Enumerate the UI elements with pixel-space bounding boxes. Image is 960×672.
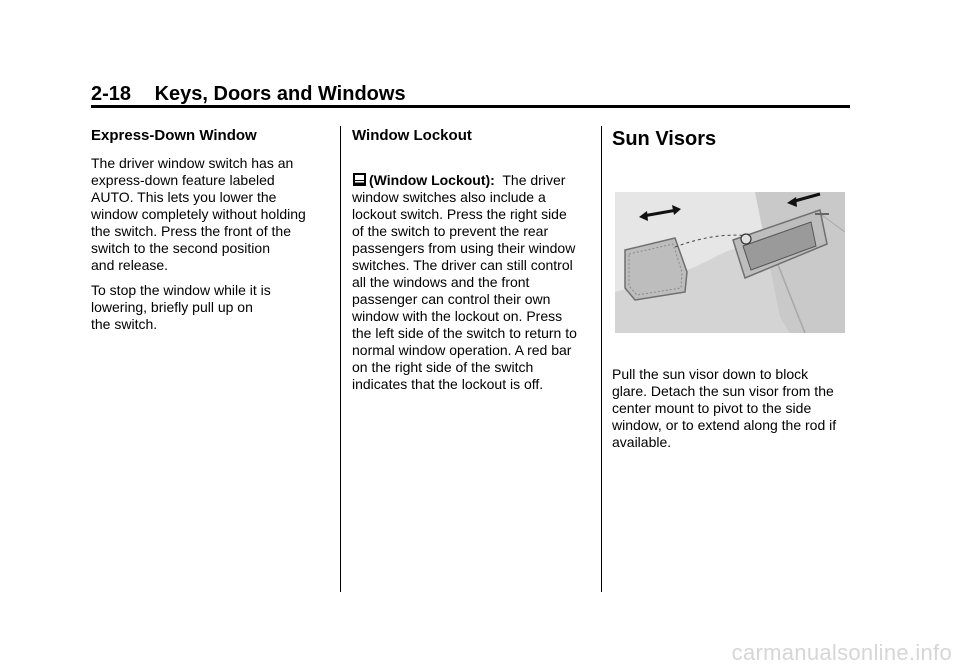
window-lockout-label-tail: The driver [494,172,566,188]
page-header [91,82,406,106]
header-rule [91,105,850,108]
watermark: carmanualsonline.info [731,640,952,665]
express-down-heading: Express-Down Window [91,127,257,144]
column-divider [340,126,341,592]
page-number: 2-18 [91,83,132,105]
detached-visor-shape [625,238,687,300]
section-title: Keys, Doors and Windows [154,83,406,105]
window-lockout-heading: Window Lockout [352,127,472,144]
window-lockout-icon [352,172,367,187]
express-down-section [91,126,331,341]
sun-visors-heading: Sun Visors [612,128,717,150]
window-lockout-label: (Window Lockout): [369,172,495,188]
sun-visors-section [612,126,854,450]
express-down-paragraph-2: To stop the window while it is lowering, briefly pull up on the switch. [91,282,271,332]
sun-visor-illustration [615,192,845,333]
window-lockout-paragraph [352,155,592,189]
column-divider [601,126,602,592]
express-down-paragraph-1: The driver window switch has an express-down feature labeled AUTO. This lets you lower the window completely without holding the switch. Press the front of the switch to the second position and release. [91,155,306,273]
sun-visors-paragraph: Pull the sun visor down to block glare. Detach the sun visor from the center mount to pivot to the side window, or to extend along the rod if available. [612,366,837,450]
window-lockout-body: window switches also include a lockout switch. Press the right side of the switch to prevent the rear passengers from using their window switches. The driver can still control all the windows and the front passenger can control their own window with the lockout on. Press the left side of the switch to return to normal window operation. A red bar on the right side of the switch indicates that the lockout is off. [352,189,577,392]
window-lockout-section [352,126,592,401]
